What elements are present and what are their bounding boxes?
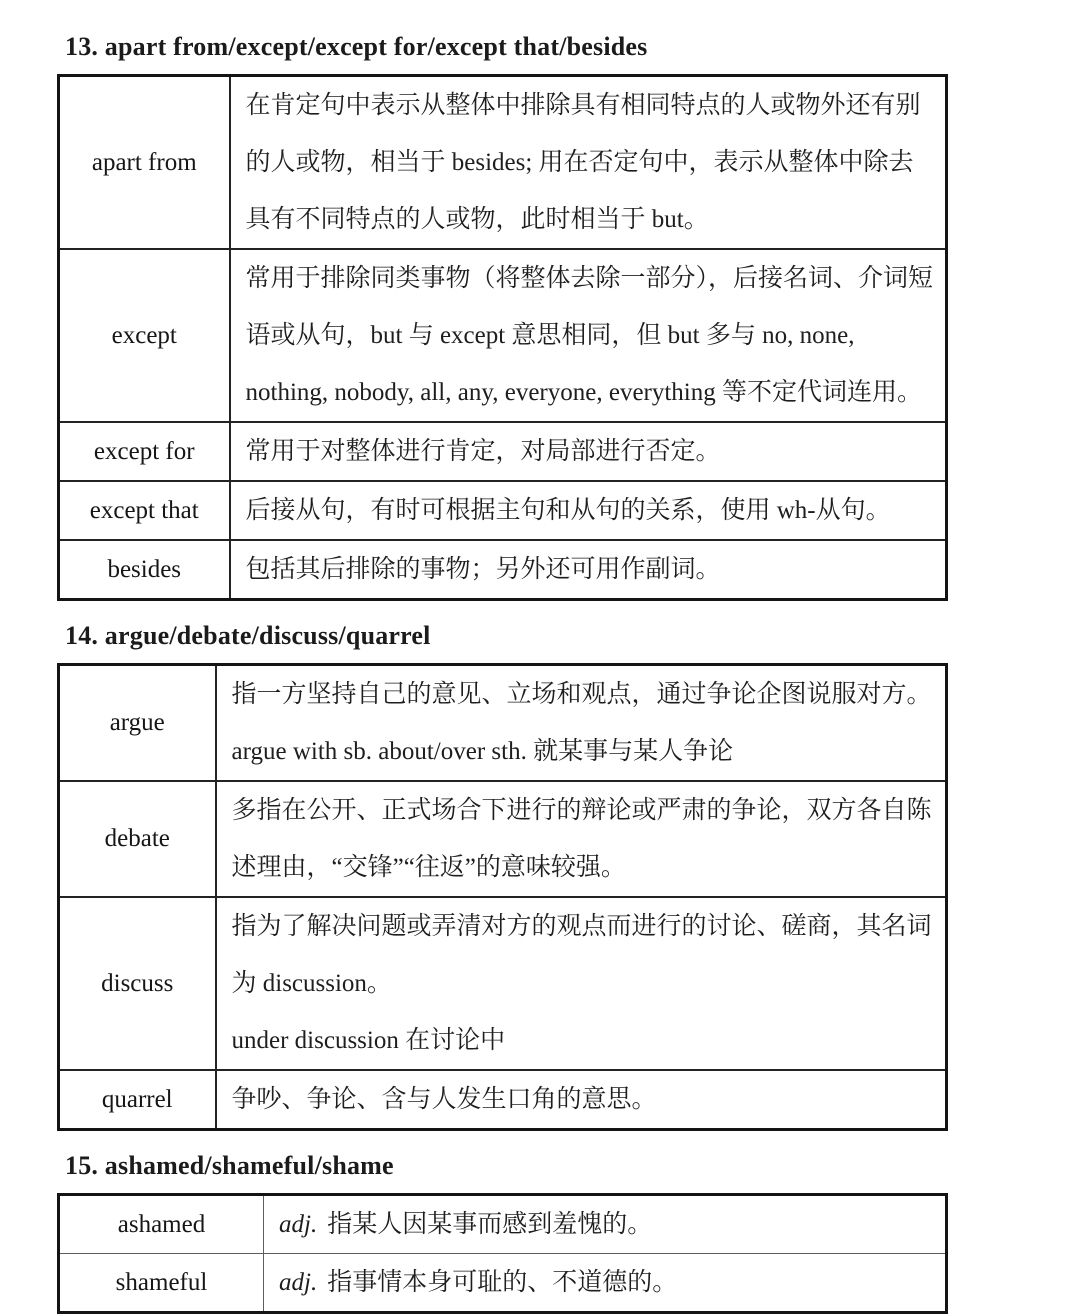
definition-cell	[230, 481, 947, 540]
definition-paragraph: 常用于对整体进行肯定，对局部进行否定。	[245, 438, 721, 465]
term-cell: shameful	[59, 1254, 264, 1313]
definition-cell	[264, 1254, 947, 1313]
definition-paragraph: 在肯定句中表示从整体中排除具有相同特点的人或物外还有别的人或物，相当于 besides; 用在否定句中，表示从整体中除去具有不同特点的人或物，此时相当于 but。	[245, 92, 921, 233]
term-cell: discuss	[59, 897, 216, 1070]
definition-paragraph	[279, 1254, 935, 1311]
definition-cell	[230, 540, 947, 600]
definition-cell	[216, 781, 947, 897]
table-row	[59, 422, 947, 481]
table-row	[59, 897, 947, 1070]
term-cell: argue	[59, 665, 216, 782]
definition-cell	[230, 249, 947, 422]
definition-text: 指事情本身可耻的、不道德的。	[327, 1269, 678, 1296]
definition-cell	[264, 1195, 947, 1254]
table-row	[59, 481, 947, 540]
term-cell: apart from	[59, 76, 230, 250]
definition-paragraph: 指为了解决问题或弄清对方的观点而进行的讨论、磋商，其名词为 discussion。	[231, 913, 932, 997]
table-row	[59, 249, 947, 422]
definition-cell	[216, 665, 947, 782]
vocab-table	[57, 663, 948, 1131]
definition-paragraph: 后接从句，有时可根据主句和从句的关系，使用 wh-从句。	[245, 497, 891, 524]
document-page	[57, 33, 1080, 1314]
vocab-section	[57, 622, 1080, 1131]
table-row	[59, 781, 947, 897]
definition-paragraph: 多指在公开、正式场合下进行的辩论或严肃的争论，双方各自陈述理由，“交锋”“往返”的意味较强。	[231, 797, 932, 881]
definition-paragraph: argue with sb. about/over sth. 就某事与某人争论	[231, 738, 734, 765]
table-row	[59, 1070, 947, 1130]
part-of-speech-label: adj.	[279, 1211, 318, 1238]
term-cell: except that	[59, 481, 230, 540]
definition-text: 指某人因某事而感到羞愧的。	[327, 1211, 653, 1238]
term-cell: except for	[59, 422, 230, 481]
definition-cell	[216, 1070, 947, 1130]
section-heading: 14. argue/debate/discuss/quarrel	[65, 621, 431, 650]
term-cell: quarrel	[59, 1070, 216, 1130]
section-heading: 13. apart from/except/except for/except that/besides	[65, 32, 648, 61]
table-row	[59, 1254, 947, 1313]
table-row	[59, 540, 947, 600]
definition-paragraph: 包括其后排除的事物；另外还可用作副词。	[245, 556, 721, 583]
table-row	[59, 665, 947, 782]
definition-cell	[230, 76, 947, 250]
table-row	[59, 76, 947, 250]
vocab-section	[57, 33, 1080, 601]
definition-paragraph: 指一方坚持自己的意见、立场和观点，通过争论企图说服对方。	[231, 681, 932, 708]
term-cell: besides	[59, 540, 230, 600]
vocab-table	[57, 1193, 948, 1314]
table-row	[59, 1195, 947, 1254]
definition-paragraph	[279, 1196, 935, 1253]
definition-paragraph: 常用于排除同类事物（将整体去除一部分），后接名词、介词短语或从句，but 与 except 意思相同，但 but 多与 no, none, nothing, nobody, all, any, everyone, everything 等不定代词连用。	[245, 265, 934, 406]
vocab-section	[57, 1152, 1080, 1314]
term-cell: debate	[59, 781, 216, 897]
term-cell: ashamed	[59, 1195, 264, 1254]
part-of-speech-label: adj.	[279, 1269, 318, 1296]
definition-paragraph: under discussion 在讨论中	[231, 1027, 506, 1054]
definition-cell	[230, 422, 947, 481]
section-heading: 15. ashamed/shameful/shame	[65, 1151, 394, 1180]
definition-paragraph: 争吵、争论、含与人发生口角的意思。	[231, 1086, 657, 1113]
term-cell: except	[59, 249, 230, 422]
definition-cell	[216, 897, 947, 1070]
vocab-table	[57, 74, 948, 601]
